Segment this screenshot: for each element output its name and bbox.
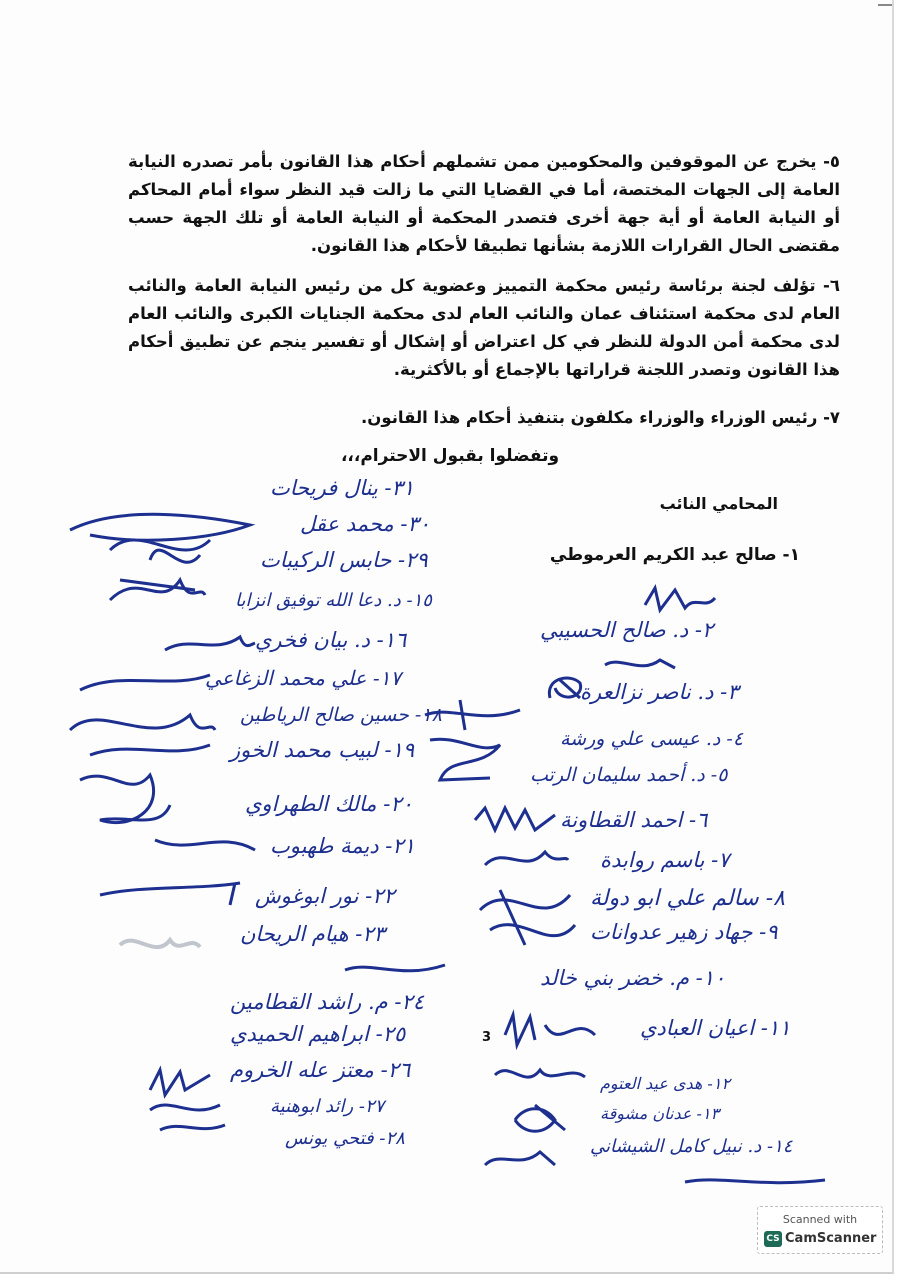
- handwritten-name-27: ٢٧- رائد ابوهنية: [270, 1096, 385, 1117]
- signature-scrawl-19: [420, 730, 510, 790]
- camscanner-badge: [757, 1206, 883, 1254]
- signature-scrawl-22: [95, 875, 245, 915]
- camscanner-logo-icon: CS: [764, 1231, 782, 1247]
- signature-scrawl-1: [640, 580, 720, 620]
- signature-scrawl-26: [140, 1060, 230, 1140]
- handwritten-name-18: ١٨- حسين صالح الرياطين: [240, 704, 442, 726]
- handwritten-name-20: ٢٠- مالك الطهراوي: [245, 792, 413, 816]
- handwritten-name-22: ٢٢- نور ابوغوش: [255, 884, 395, 908]
- first-signatory: ١- صالح عبد الكريم العرموطي: [549, 545, 800, 565]
- signature-scrawl-bottom: [680, 1170, 830, 1195]
- closing-salutation: وتفضلوا بقبول الاحترام،،،: [340, 446, 560, 466]
- clause-7: ٧- رئيس الوزراء والوزراء مكلفون بتنفيذ أحكام هذا القانون.: [361, 408, 840, 427]
- signature-scrawl-3: [540, 668, 590, 708]
- handwritten-name-16: ١٦- د. بيان فخري: [255, 628, 407, 652]
- handwritten-name-13: ١٣- عدنان مشوقة: [600, 1104, 720, 1123]
- handwritten-name-24: ٢٤- م. راشد القطامين: [230, 990, 425, 1014]
- handwritten-name-2: ٢- د. صالح الحسيبي: [540, 618, 714, 642]
- signature-scrawl-29: [100, 560, 210, 620]
- handwritten-name-10: ١٠- م. خضر بني خالد: [540, 966, 726, 990]
- handwritten-name-3: ٣- د. ناصر نزالعرة: [580, 680, 739, 704]
- handwritten-name-9: ٩- جهاد زهير عدوانات: [590, 920, 778, 944]
- page-number: 3: [482, 1030, 492, 1045]
- signature-scrawl-17: [60, 660, 220, 770]
- handwritten-name-19: ١٩- لبيب محمد الخوز: [230, 738, 415, 762]
- scanned-with-label: Scanned with: [782, 1213, 858, 1226]
- signature-scrawl-13: [505, 1100, 575, 1140]
- handwritten-name-5: ٥- د. أحمد سليمان الرتب: [530, 764, 728, 786]
- signature-scrawl-10: [340, 955, 450, 985]
- signature-scrawl-12: [490, 1055, 590, 1095]
- handwritten-name-30: ٣٠- محمد عقل: [300, 512, 431, 536]
- handwritten-name-29: ٢٩- حابس الركيبات: [260, 548, 428, 572]
- signature-scrawl-14: [480, 1140, 560, 1180]
- signature-scrawl-8: [470, 870, 580, 960]
- handwritten-name-14: ١٤- د. نبيل كامل الشيشاني: [590, 1136, 793, 1157]
- handwritten-name-21: ٢١- ديمة طهبوب: [270, 834, 415, 858]
- signature-scrawl-16: [160, 625, 260, 665]
- lawyer-mp-heading: المحامي النائب: [659, 494, 778, 513]
- handwritten-name-25: ٢٥- ابراهيم الحميدي: [230, 1022, 406, 1046]
- faint-stamp-mark: [115, 925, 205, 965]
- handwritten-name-23: ٢٣- هيام الريحان: [240, 922, 385, 946]
- signature-scrawl-2: [600, 650, 680, 680]
- clause-6: ٦- تؤلف لجنة برئاسة رئيس محكمة التمييز وعضوية كل من رئيس النيابة العامة والنائب العام لدى محكمة استئناف عمان والنائب العام لدى محكمة الجنايات الكبرى والنائب العام لدى محكمة أمن الدولة للنظر في كل اعتراض أو إشكال أو تفسير ينجم عن تطبيق أحكام هذا القانون وتصدر اللجنة قراراتها بالإجماع أو بالأكثرية.: [128, 276, 840, 379]
- handwritten-name-26: ٢٦- معتز عله الخروم: [230, 1058, 411, 1082]
- signature-scrawl-6: [470, 800, 560, 840]
- handwritten-name-11: ١١- اعيان العبادي: [640, 1016, 791, 1040]
- camscanner-label: CamScanner: [785, 1231, 877, 1246]
- handwritten-name-28: ٢٨- فتحي يونس: [285, 1128, 405, 1149]
- handwritten-name-7: ٧- باسم روابدة: [600, 848, 730, 872]
- handwritten-name-15: ١٥- د. دعا الله توفيق انزابا: [235, 590, 432, 611]
- clause-5: ٥- يخرج عن الموقوفين والمحكومين ممن تشملهم أحكام هذا القانون بأمر تصدره النيابة العامة إلى الجهات المختصة، أما في القضايا التي ما زالت قيد النظر سواء أمام المحاكم أو النيابة العامة أو أية جهة أخرى فتصدر المحكمة أو النيابة العامة أو تلك الجهة حسب مقتضى الحال القرارات اللازمة بشأنها تطبيقا لأحكام هذا القانون.: [128, 152, 840, 255]
- handwritten-name-17: ١٧- علي محمد الزغاعي: [205, 666, 402, 690]
- signature-scrawl-21: [150, 825, 260, 865]
- handwritten-name-31: ٣١- ينال فريحات: [270, 476, 415, 500]
- handwritten-name-6: ٦- احمد القطاونة: [560, 808, 708, 832]
- handwritten-name-8: ٨- سالم علي ابو دولة: [590, 886, 785, 911]
- scan-edge-mark: [878, 4, 892, 6]
- handwritten-name-12: ١٢- هدى عيد العتوم: [600, 1074, 731, 1093]
- handwritten-name-4: ٤- د. عيسى علي ورشة: [560, 728, 744, 750]
